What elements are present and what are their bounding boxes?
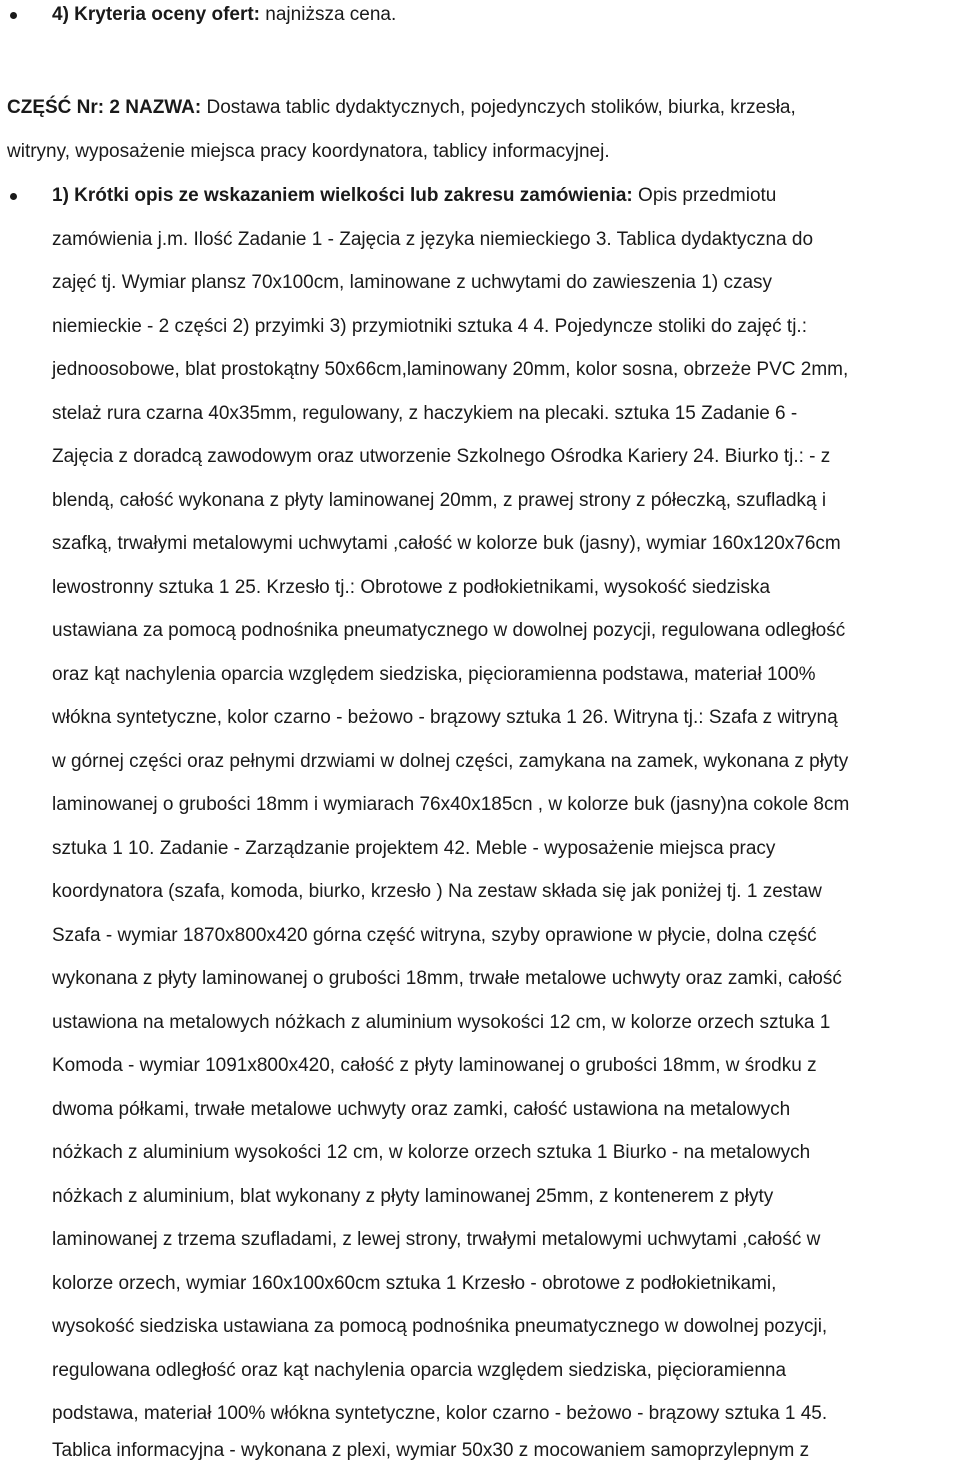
part2-label: CZĘŚĆ Nr: [7,97,105,118]
item4-line [52,4,396,26]
part2-number: 2 [104,97,126,118]
item1-line: lewostronny sztuka 1 25. Krzesło tj.: Obrotowe z podłokietnikami, wysokość siedziska [52,577,771,598]
item1-line: nóżkach z aluminium, blat wykonany z płyty laminowanej 25mm, z kontenerem z płyty [52,1186,774,1207]
part2-name-line1: Dostawa tablic dydaktycznych, pojedynczych stolików, biurka, krzesła, [201,97,796,118]
part2-name-label: NAZWA: [125,97,202,118]
item1-line: dwoma półkami, trwałe metalowe uchwyty oraz zamki, całość ustawiona na metalowych [52,1099,791,1120]
item1-line: w górnej części oraz pełnymi drzwiami w dolnej części, zamykana na zamek, wykonana z płyty [52,751,849,772]
item1-line: podstawa, materiał 100% włókna syntetyczne, kolor czarno - beżowo - brązowy sztuka 1 45. [52,1403,828,1424]
item1-line: sztuka 1 10. Zadanie - Zarządzanie projektem 42. Meble - wyposażenie miejsca pracy [52,838,776,859]
item1-line: szafką, trwałymi metalowymi uchwytami ,całość w kolorze buk (jasny), wymiar 160x120x76cm [52,533,841,554]
item1-line: Szafa - wymiar 1870x800x420 górna część witryna, szyby oprawione w płycie, dolna część [52,925,817,946]
item1-line: włókna syntetyczne, kolor czarno - beżowo - brązowy sztuka 1 26. Witryna tj.: Szafa z witryną [52,707,838,728]
item1-line: wysokość siedziska ustawiana za pomocą podnośnika pneumatycznego w dowolnej pozycji, [52,1316,828,1337]
bullet-icon [10,12,17,19]
item1-line: regulowana odległość oraz kąt nachylenia oparcia względem siedziska, pięcioramienna [52,1360,787,1381]
item1-line: blendą, całość wykonana z płyty laminowanej 20mm, z prawej strony z półeczką, szufladką i [52,490,827,511]
item1-line: laminowanej z trzema szufladami, z lewej strony, trwałymi metalowymi uchwytami ,całość w [52,1229,821,1250]
item1-line: ustawiana za pomocą podnośnika pneumatycznego w dowolnej pozycji, regulowana odległość [52,620,846,641]
item1-line: jednoosobowe, blat prostokątny 50x66cm,laminowany 20mm, kolor sosna, obrzeże PVC 2mm, [52,359,849,380]
item1-line: koordynatora (szafa, komoda, biurko, krzesło ) Na zestaw składa się jak poniżej tj. 1 zestaw [52,881,822,902]
item1-line: Zajęcia z doradcą zawodowym oraz utworzenie Szkolnego Ośrodka Kariery 24. Biurko tj.: - z [52,446,831,467]
item1-line: Tablica informacyjna - wykonana z plexi, wymiar 50x30 z mocowaniem samoprzylepnym z [52,1440,810,1461]
item4-value: najniższa cena. [260,4,397,25]
item1-line: oraz kąt nachylenia oparcia względem siedziska, pięcioramienna podstawa, materiał 100% [52,664,816,685]
item1-line: nóżkach z aluminium wysokości 12 cm, w kolorze orzech sztuka 1 Biurko - na metalowych [52,1142,811,1163]
item1-line: stelaż rura czarna 40x35mm, regulowany, z haczykiem na plecaki. sztuka 15 Zadanie 6 - [52,403,798,424]
part2-name-line2: witryny, wyposażenie miejsca pracy koordynatora, tablicy informacyjnej. [7,141,610,162]
item1-line: ustawiona na metalowych nóżkach z aluminium wysokości 12 cm, w kolorze orzech sztuka 1 [52,1012,831,1033]
item4-label: 4) Kryteria oceny ofert: [52,4,261,25]
item1-text: Opis przedmiotu [632,185,777,206]
item1-line0 [52,185,776,207]
item1-label: 1) Krótki opis ze wskazaniem wielkości lub zakresu zamówienia: [52,185,633,206]
item1-line: niemieckie - 2 części 2) przyimki 3) przymiotniki sztuka 4 4. Pojedyncze stoliki do zajęć tj.: [52,316,807,337]
part2-line1 [7,97,796,119]
bullet-icon [10,193,17,200]
item1-line: zamówienia j.m. Ilość Zadanie 1 - Zajęcia z języka niemieckiego 3. Tablica dydaktyczna do [52,229,814,250]
item1-line: zajęć tj. Wymiar plansz 70x100cm, laminowane z uchwytami do zawieszenia 1) czasy [52,272,773,293]
item1-line: Komoda - wymiar 1091x800x420, całość z płyty laminowanej o grubości 18mm, w środku z [52,1055,817,1076]
item1-line: kolorze orzech, wymiar 160x100x60cm sztuka 1 Krzesło - obrotowe z podłokietnikami, [52,1273,777,1294]
item1-line: laminowanej o grubości 18mm i wymiarach 76x40x185cn , w kolorze buk (jasny)na cokole 8cm [52,794,850,815]
item1-line: wykonana z płyty laminowanej o grubości 18mm, trwałe metalowe uchwyty oraz zamki, całość [52,968,842,989]
